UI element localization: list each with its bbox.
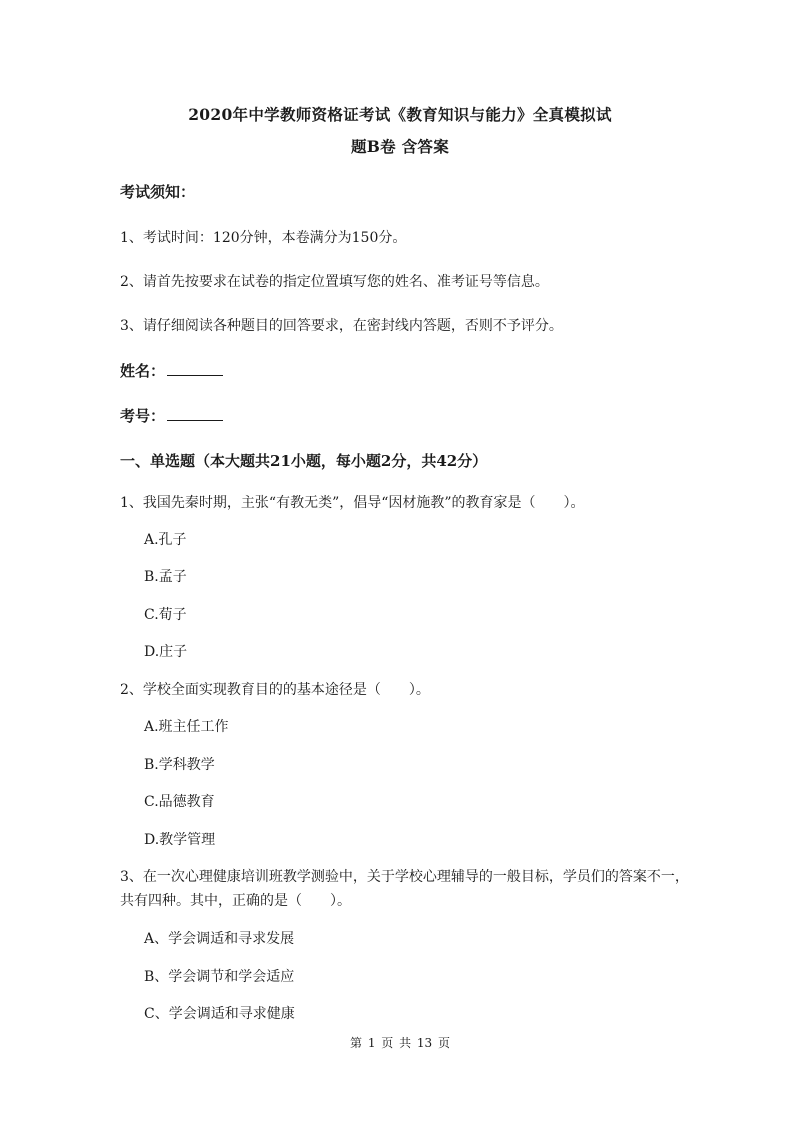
name-label: 姓名： xyxy=(120,362,166,380)
document-title-line1: 2020年中学教师资格证考试《教育知识与能力》全真模拟试 xyxy=(188,105,612,124)
question-2-option-d: D.教学管理 xyxy=(144,832,216,848)
question-2-option-b: B.学科教学 xyxy=(144,757,215,773)
question-3-option-a: A、学会调适和寻求发展 xyxy=(144,931,295,947)
question-1-option-b: B.孟子 xyxy=(144,569,187,585)
question-3-option-c: C、学会调适和寻求健康 xyxy=(144,1006,295,1022)
question-1-option-c: C.荀子 xyxy=(144,607,187,623)
notice-heading: 考试须知： xyxy=(120,183,196,201)
question-2-option-a: A.班主任工作 xyxy=(144,719,229,735)
question-3-option-b: B、学会调节和学会适应 xyxy=(144,969,295,985)
question-1-option-a: A.孔子 xyxy=(144,532,187,548)
name-field xyxy=(120,360,223,381)
question-1-option-d: D.庄子 xyxy=(144,644,188,660)
document-title-line2: 题B卷 含答案 xyxy=(350,137,450,156)
notice-item-3: 3、请仔细阅读各种题目的回答要求，在密封线内答题，否则不予评分。 xyxy=(120,318,563,334)
name-blank-line[interactable] xyxy=(167,361,223,376)
question-2-stem: 2、学校全面实现教育目的的基本途径是（ ）。 xyxy=(120,682,430,698)
question-2-option-c: C.品德教育 xyxy=(144,794,215,810)
id-label: 考号： xyxy=(120,407,166,425)
section1-heading: 一、单选题（本大题共21小题，每小题2分，共42分） xyxy=(120,452,488,470)
page-footer: 第 1 页 共 13 页 xyxy=(350,1036,450,1050)
notice-item-2: 2、请首先按要求在试卷的指定位置填写您的姓名、准考证号等信息。 xyxy=(120,274,549,290)
notice-item-1: 1、考试时间：120分钟，本卷满分为150分。 xyxy=(120,230,407,246)
id-blank-line[interactable] xyxy=(167,406,223,421)
question-3-stem-line1: 3、在一次心理健康培训班教学测验中，关于学校心理辅导的一般目标，学员们的答案不一， xyxy=(120,869,689,885)
question-1-stem: 1、我国先秦时期，主张“有教无类”，倡导“因材施教”的教育家是（ ）。 xyxy=(120,495,585,511)
question-3-stem-line2: 共有四种。其中，正确的是（ ）。 xyxy=(120,893,351,909)
id-field xyxy=(120,405,223,426)
